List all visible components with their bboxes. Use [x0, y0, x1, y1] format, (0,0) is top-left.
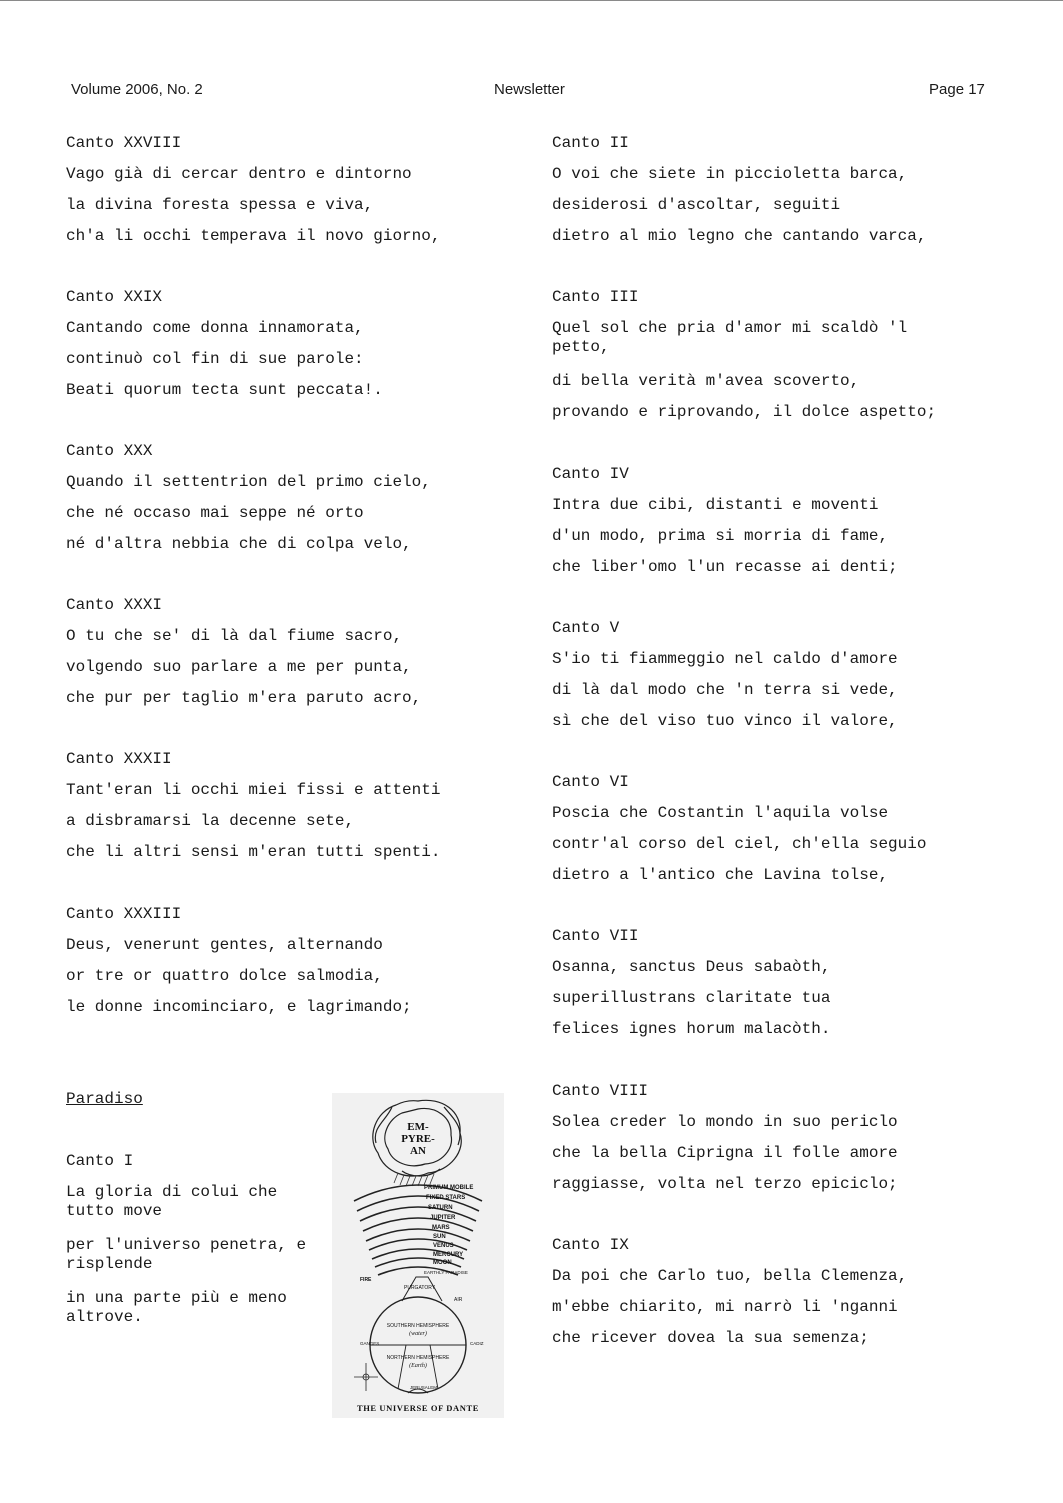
- svg-text:FIXED STARS: FIXED STARS: [426, 1195, 466, 1201]
- verse-line: contr'al corso del ciel, ch'ella seguio: [552, 835, 927, 853]
- verse-line: d'un modo, prima si morria di fame,: [552, 527, 889, 545]
- verse-line: Intra due cibi, distanti e moventi: [552, 496, 879, 514]
- verse-line: che liber'omo l'un recasse ai denti;: [552, 558, 898, 576]
- verse-line: di bella verità m'avea scoverto,: [552, 372, 860, 390]
- verse-line: che la bella Ciprigna il folle amore: [552, 1144, 898, 1162]
- svg-text:JUPITER: JUPITER: [430, 1215, 456, 1221]
- top-rule: [0, 0, 1063, 1]
- canto-title: Canto VI: [552, 773, 629, 791]
- canto-title: Canto VII: [552, 927, 639, 945]
- verse-line: ch'a li occhi temperava il novo giorno,: [66, 227, 441, 245]
- universe-of-dante-illustration: [332, 1093, 504, 1418]
- section-heading-paradiso: Paradiso: [66, 1090, 143, 1108]
- canto-title: Canto XXXIII: [66, 905, 182, 923]
- verse-line: Quel sol che pria d'amor mi scaldò 'l petto,: [552, 319, 908, 356]
- verse-line: S'io ti fiammeggio nel caldo d'amore: [552, 650, 898, 668]
- svg-text:PRIMUM MOBILE: PRIMUM MOBILE: [424, 1185, 474, 1191]
- purgatory-label: PURGATORY: [404, 1285, 436, 1291]
- canto-title: Canto V: [552, 619, 620, 637]
- svg-text:SATURN: SATURN: [428, 1205, 453, 1211]
- cadiz-label: CADIZ: [470, 1341, 484, 1346]
- svg-text:VENUS: VENUS: [433, 1243, 454, 1249]
- canto-title: Canto XXVIII: [66, 134, 182, 152]
- canto-title: Canto II: [552, 134, 629, 152]
- svg-text:(water): (water): [409, 1331, 427, 1337]
- verse-line: per l'universo penetra, e risplende: [66, 1236, 307, 1273]
- verse-line: sì che del viso tuo vinco il valore,: [552, 712, 898, 730]
- canto-title: Canto I: [66, 1152, 134, 1170]
- svg-text:MERCURY: MERCURY: [433, 1252, 464, 1258]
- canto-title: Canto IX: [552, 1236, 629, 1254]
- canto-title: Canto III: [552, 288, 639, 306]
- verse-line: felices ignes horum malacòth.: [552, 1020, 831, 1038]
- verse-line: dietro al mio legno che cantando varca,: [552, 227, 927, 245]
- verse-line: or tre or quattro dolce salmodia,: [66, 967, 383, 985]
- empyrean-label: PYRE-: [401, 1133, 435, 1145]
- svg-text:MARS: MARS: [432, 1225, 450, 1231]
- canto-title: Canto XXXII: [66, 750, 172, 768]
- verse-line: desiderosi d'ascoltar, seguiti: [552, 196, 841, 214]
- verse-line: La gloria di colui che tutto move: [66, 1183, 278, 1220]
- jerusalem-label: JERUSALEM: [410, 1385, 438, 1390]
- verse-line: in una parte più e meno altrove.: [66, 1289, 287, 1326]
- canto-title: Canto VIII: [552, 1082, 649, 1100]
- canto-title: Canto XXX: [66, 442, 153, 460]
- empyrean-label: EM-: [407, 1121, 429, 1133]
- header-page: Page 17: [929, 81, 985, 98]
- verse-line: le donne incominciaro, e lagrimando;: [66, 998, 412, 1016]
- verse-line: Vago già di cercar dentro e dintorno: [66, 165, 412, 183]
- verse-line: Osanna, sanctus Deus sabaòth,: [552, 958, 831, 976]
- verse-line: dietro a l'antico che Lavina tolse,: [552, 866, 889, 884]
- svg-text:SUN: SUN: [433, 1234, 446, 1240]
- verse-line: m'ebbe chiarito, mi narrò li 'nganni: [552, 1298, 898, 1316]
- verse-line: Cantando come donna innamorata,: [66, 319, 364, 337]
- canto-title: Canto XXIX: [66, 288, 163, 306]
- svg-text:(Earth): (Earth): [409, 1363, 427, 1369]
- canto-title: Canto IV: [552, 465, 629, 483]
- verse-line: che né occaso mai seppe né orto: [66, 504, 364, 522]
- verse-line: di là dal modo che 'n terra si vede,: [552, 681, 898, 699]
- verse-line: superillustrans claritate tua: [552, 989, 831, 1007]
- verse-line: Quando il settentrion del primo cielo,: [66, 473, 431, 491]
- verse-line: Solea creder lo mondo in suo periclo: [552, 1113, 898, 1131]
- verse-line: Tant'eran li occhi miei fissi e attenti: [66, 781, 441, 799]
- verse-line: la divina foresta spessa e viva,: [66, 196, 374, 214]
- compass-icon: [354, 1363, 378, 1391]
- empyrean-label: AN: [410, 1145, 426, 1157]
- svg-text:MOON: MOON: [433, 1260, 452, 1266]
- northern-hemisphere-label: NORTHERN HEMISPHERE: [386, 1355, 450, 1361]
- verse-line: che ricever dovea la sua semenza;: [552, 1329, 869, 1347]
- illustration-caption: THE UNIVERSE OF DANTE: [356, 1403, 480, 1413]
- verse-line: Beati quorum tecta sunt peccata!.: [66, 381, 383, 399]
- verse-line: né d'altra nebbia che di colpa velo,: [66, 535, 412, 553]
- header-volume: Volume 2006, No. 2: [71, 81, 203, 98]
- sphere-labels: [424, 1185, 473, 1266]
- verse-line: provando e riprovando, il dolce aspetto;: [552, 403, 937, 421]
- verse-line: O tu che se' di là dal fiume sacro,: [66, 627, 403, 645]
- verse-line: volgendo suo parlare a me per punta,: [66, 658, 412, 676]
- southern-hemisphere-label: SOUTHERN HEMISPHERE: [386, 1323, 450, 1329]
- verse-line: raggiasse, volta nel terzo epiciclo;: [552, 1175, 898, 1193]
- earthly-paradise-label: EARTHLY PARADISE: [424, 1270, 468, 1275]
- verse-line: che li altri sensi m'eran tutti spenti.: [66, 843, 441, 861]
- verse-line: continuò col fin di sue parole:: [66, 350, 364, 368]
- verse-line: Da poi che Carlo tuo, bella Clemenza,: [552, 1267, 908, 1285]
- air-label: AIR: [454, 1297, 463, 1303]
- verse-line: Deus, venerunt gentes, alternando: [66, 936, 383, 954]
- verse-line: Poscia che Costantin l'aquila volse: [552, 804, 889, 822]
- verse-line: che pur per taglio m'era paruto acro,: [66, 689, 422, 707]
- verse-line: a disbramarsi la decenne sete,: [66, 812, 355, 830]
- verse-line: O voi che siete in piccioletta barca,: [552, 165, 908, 183]
- universe-diagram: [332, 1093, 504, 1418]
- fire-label: FIRE: [360, 1277, 372, 1283]
- ganges-label: GANGES: [360, 1341, 380, 1346]
- canto-title: Canto XXXI: [66, 596, 163, 614]
- header-title: Newsletter: [494, 81, 565, 98]
